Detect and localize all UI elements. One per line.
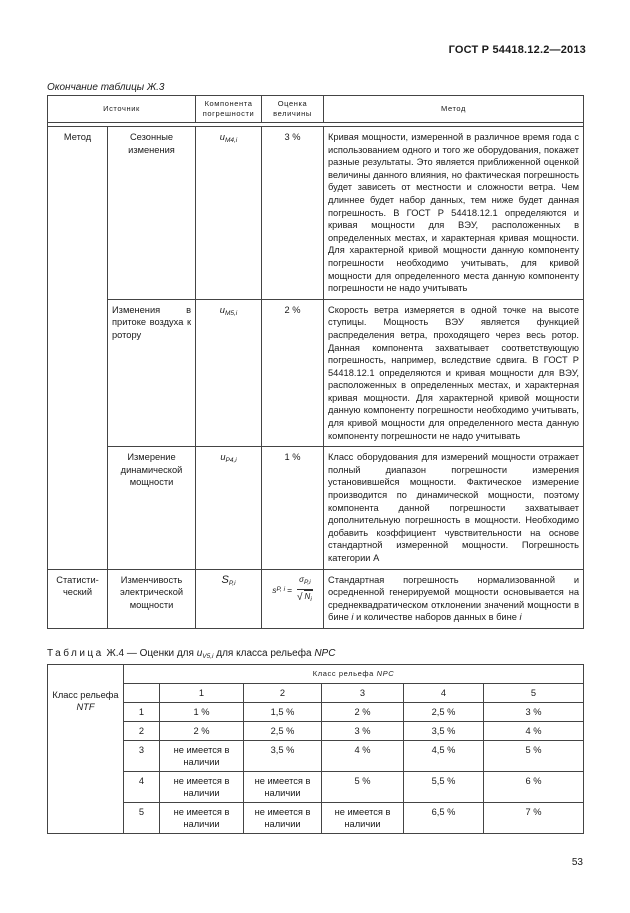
formula-numerator — [297, 574, 313, 591]
table-cell: 7 % — [484, 803, 584, 834]
formula-sigma: σ — [299, 574, 304, 584]
table-cell: 5,5 % — [404, 772, 484, 803]
source-cell: Сезонные изменения — [108, 127, 196, 300]
component-cell — [196, 569, 262, 628]
formula-equals: = — [287, 584, 293, 595]
table-continuation-caption: Окончание таблицы Ж.3 — [47, 82, 165, 93]
table-cell: 3 % — [484, 703, 584, 722]
document-id: ГОСТ Р 54418.12.2—2013 — [448, 44, 586, 56]
table-cell: не имеется в наличии — [322, 803, 404, 834]
table-zh4-caption — [47, 648, 335, 660]
caption-text-mid: для класса рельефа — [213, 648, 315, 659]
table-cell: 2,5 % — [404, 703, 484, 722]
caption-npc: NPC — [314, 648, 336, 659]
col-number: 3 — [322, 684, 404, 703]
table-row — [48, 722, 584, 741]
method-bin-index: i — [351, 612, 354, 623]
source-cell: Изменчивость электрической мощности — [108, 569, 196, 628]
col-number: 5 — [484, 684, 584, 703]
caption-subscript: V5,i — [202, 653, 214, 660]
ntf-class: 2 — [124, 722, 160, 741]
component-subscript: M4,i — [224, 137, 238, 144]
row-header-label: Класс рельефа — [52, 690, 119, 700]
group-statistical: Статисти-ческий — [48, 569, 108, 628]
component-subscript: P4,i — [225, 457, 237, 465]
caption-text: Ж.4 — Оценки для — [106, 648, 197, 659]
component-cell — [196, 127, 262, 300]
table-row — [48, 299, 584, 447]
formula-n-sub: i — [310, 596, 312, 604]
table-cell: 4 % — [484, 722, 584, 741]
table-cell: 6,5 % — [404, 803, 484, 834]
col-header-component: Компонента погрешности — [196, 96, 262, 123]
page-number: 53 — [571, 857, 583, 868]
col-number: 2 — [244, 684, 322, 703]
formula-lhs: s — [272, 584, 277, 595]
table-header-row — [48, 96, 584, 123]
table-zh3 — [47, 95, 584, 629]
table-cell: не имеется в наличии — [160, 741, 244, 772]
component-symbol: u — [219, 304, 225, 315]
group-method: Метод — [48, 127, 108, 570]
corner-cell — [124, 684, 160, 703]
col-header-method: Метод — [324, 96, 584, 123]
value-cell: 1 % — [262, 447, 324, 569]
col-header-npc — [124, 665, 584, 684]
component-symbol: S — [221, 573, 229, 586]
method-cell — [324, 569, 584, 628]
component-symbol: u — [219, 132, 225, 142]
table-cell: 2,5 % — [244, 722, 322, 741]
table-cell: 3,5 % — [244, 741, 322, 772]
ntf-class: 4 — [124, 772, 160, 803]
formula-sigma-sub: P,i — [303, 578, 311, 586]
column-number-row — [48, 684, 584, 703]
source-cell: Измерение динамической мощности — [108, 447, 196, 569]
component-subscript: P,i — [228, 579, 236, 587]
formula-cell — [262, 569, 324, 628]
table-cell: не имеется в наличии — [244, 772, 322, 803]
sqrt-icon: √ — [297, 592, 303, 604]
table-cell: не имеется в наличии — [244, 803, 322, 834]
row-header-ntf-label: NTF — [76, 702, 95, 712]
table-row — [48, 741, 584, 772]
table-cell: 2 % — [160, 722, 244, 741]
component-subscript: M5,i — [224, 309, 238, 317]
table-cell: 1 % — [160, 703, 244, 722]
method-cell: Скорость ветра измеряется в одной точке на высоте ступицы. Мощность ВЭУ является функцией распределения ветра, проходящего через весь ротор. Данная компонента захватывает соответствующую погрешность, например, вследствие сдвига. В ГОСТ Р 54418.12.1 определяются и кривая мощности для ВЭУ, расположенных в определенных местах, и характерная кривая мощности. Для характерной кривой мощности данную компоненту погрешности необходимо учитывать, для кривой мощности для определенного места данную компоненту погрешности не надо учитывать — [324, 299, 584, 447]
table-cell: не имеется в наличии — [160, 803, 244, 834]
row-header-ntf — [48, 665, 124, 834]
value-cell: 2 % — [262, 299, 324, 447]
table-cell: 4,5 % — [404, 741, 484, 772]
table-cell: 5 % — [484, 741, 584, 772]
table-row — [48, 127, 584, 300]
component-cell — [196, 447, 262, 569]
table-cell: 1,5 % — [244, 703, 322, 722]
table-cell: 6 % — [484, 772, 584, 803]
table-row — [48, 772, 584, 803]
col-header-npc-label: NPC — [376, 669, 395, 678]
col-number: 4 — [404, 684, 484, 703]
method-text-mid: и количестве наборов данных в бине — [353, 612, 520, 623]
source-cell: Изменения в притоке воздуха к ротору — [108, 299, 196, 447]
table-cell: 2 % — [322, 703, 404, 722]
table-row — [48, 569, 584, 628]
col-header-source: Источник — [48, 96, 196, 123]
std-error-formula — [272, 574, 313, 607]
table-cell: не имеется в наличии — [160, 772, 244, 803]
table-zh4 — [47, 664, 584, 834]
formula-lhs-sub: P, i — [276, 585, 286, 593]
table-cell: 3,5 % — [404, 722, 484, 741]
caption-symbol: u — [196, 648, 203, 659]
col-header-label: Класс рельефа — [312, 669, 374, 678]
table-row — [48, 447, 584, 569]
component-symbol: u — [220, 452, 226, 463]
table-row — [48, 803, 584, 834]
table-cell: 3 % — [322, 722, 404, 741]
value-cell: 3 % — [262, 127, 324, 300]
method-bin-index: i — [519, 612, 522, 623]
table-cell: 4 % — [322, 741, 404, 772]
col-number: 1 — [160, 684, 244, 703]
ntf-class: 3 — [124, 741, 160, 772]
table-row — [48, 703, 584, 722]
table-cell: 5 % — [322, 772, 404, 803]
table-header-row — [48, 665, 584, 684]
method-cell: Кривая мощности, измеренной в различное время года с использованием одного и того же оборудования, покажет разные результаты. Это является приближенной оценкой величины данного влияния, но фактическая погрешность будет зависеть от местности и сложности ветра. Чем длиннее будет набор данных, тем ниже будет данная погрешность. В ГОСТ Р 54418.12.1 определяются и кривая мощности для ВЭУ, расположенных в определенных местах, и характерная кривая мощности. Для характерной кривой мощности данную компоненту погрешности необходимо учитывать, для кривой мощности для определенного места данную компоненту погрешности не надо учитывать — [324, 127, 584, 300]
method-text-pre: Стандартная погрешность нормализованной и осредненной генерируемой мощности основывается на среднеквадратическом отклонении значений мощности в бине — [328, 574, 580, 623]
formula-denominator — [297, 590, 313, 607]
formula-fraction — [297, 574, 313, 607]
ntf-class: 1 — [124, 703, 160, 722]
ntf-class: 5 — [124, 803, 160, 834]
col-header-value: Оценка величины — [262, 96, 324, 123]
formula-n: N — [304, 592, 311, 602]
caption-word: Таблица — [47, 648, 104, 659]
component-cell — [196, 299, 262, 447]
formula-radicand — [304, 590, 313, 607]
method-cell: Класс оборудования для измерений мощности отражает полный диапазон погрешности измерения установившейся мощности. Фактическое измерение производится по динамической мощности, поэтому компонента данной погрешности захватывает дополнительную погрешность в мощности. Необходимо добавить коэффициент чувствительности на основе стандартной измеренной мощности. Погрешность категории А — [324, 447, 584, 569]
